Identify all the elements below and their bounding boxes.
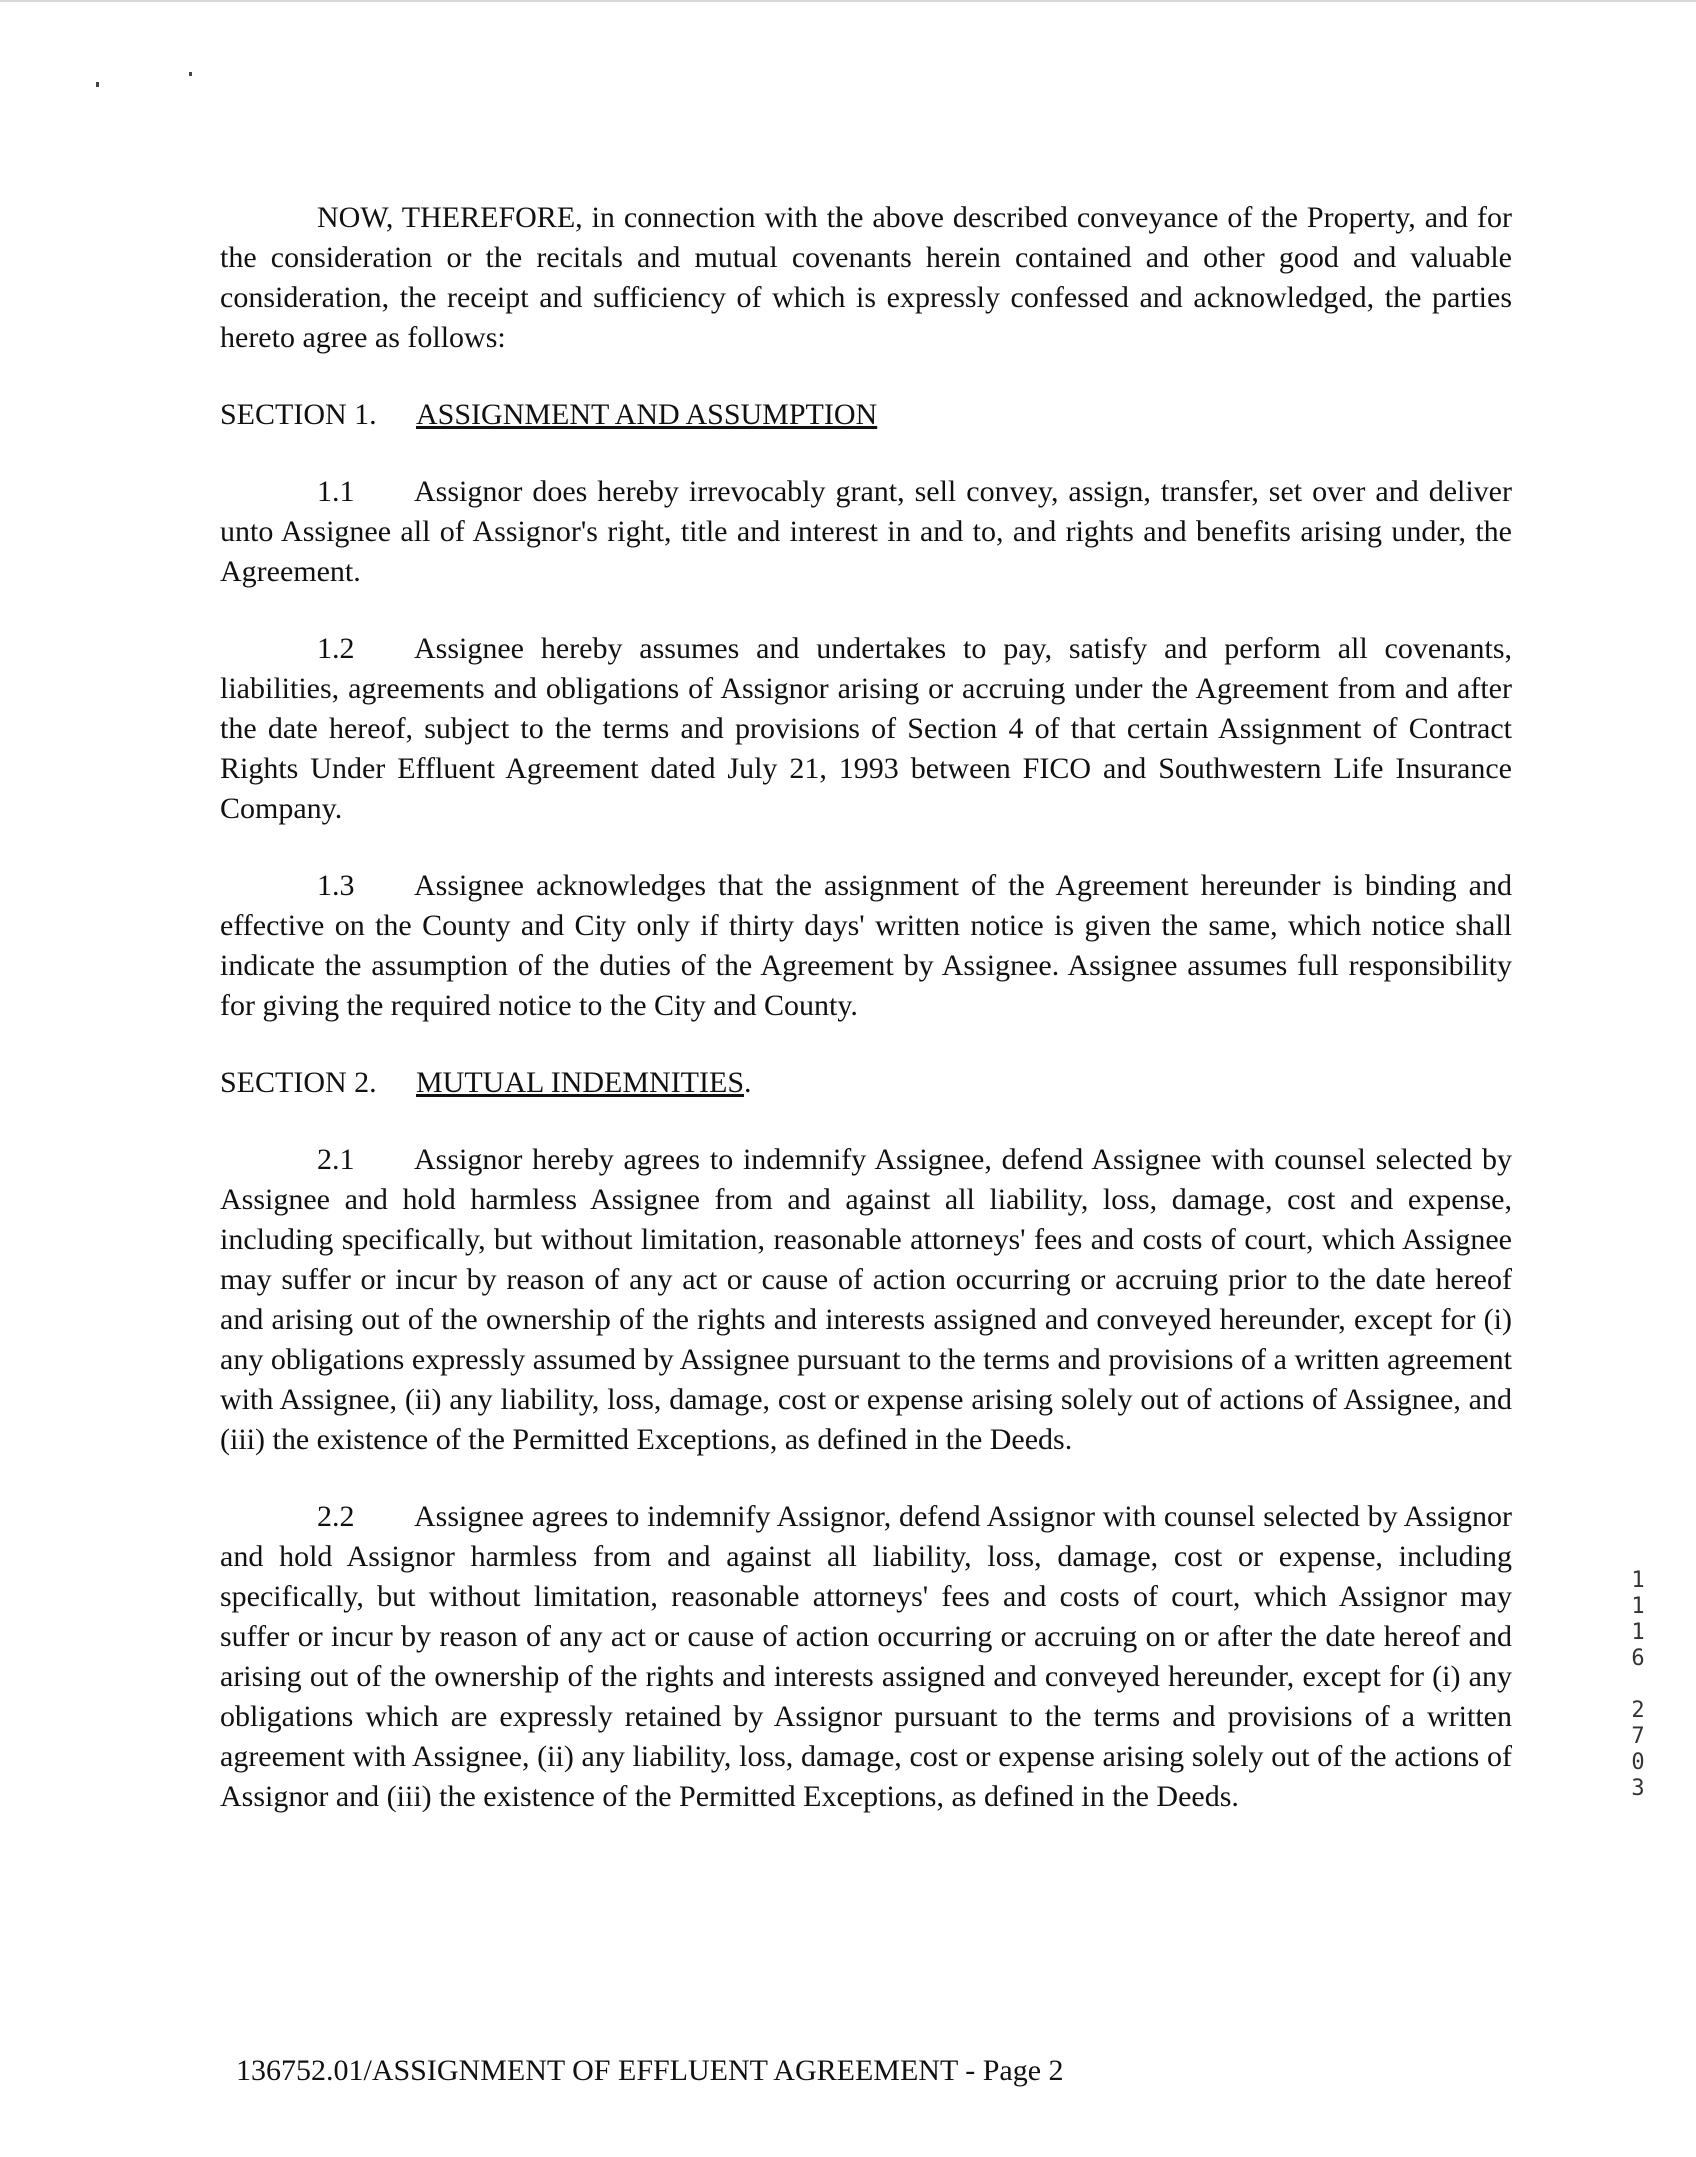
stamp-bottom-digits: 2703 bbox=[1631, 1698, 1645, 1801]
clause-2-1-number: 2.1 bbox=[317, 1143, 355, 1176]
stamp-gap bbox=[1626, 1672, 1650, 1698]
scan-speck bbox=[189, 72, 192, 76]
clause-1-2-text: Assignee hereby assumes and undertakes to pay, satisfy and perform all covenants, liabilities, agreements and obligations of Assignor arising or accruing under the Agreement from and after the date hereof, subject to the terms and provisions of Section 4 of that certain Assignment of Contract Rights Under Effluent Agreement dated July 21, 1993 between FICO and Southwestern Life Insurance Company. bbox=[220, 632, 1512, 825]
document-body bbox=[220, 198, 1512, 1854]
section-2-heading bbox=[220, 1063, 1512, 1103]
section-1-heading bbox=[220, 395, 1512, 435]
clause-1-2 bbox=[220, 629, 1512, 829]
section-2-title-period: . bbox=[744, 1066, 752, 1099]
clause-2-1-text: Assignor hereby agrees to indemnify Assignee, defend Assignee with counsel selected by Assignee and hold harmless Assignee from and against all liability, loss, damage, cost and expense, including specifically, but without limitation, reasonable attorneys' fees and costs of court, which Assignee may suffer or incur by reason of any act or cause of action occurring or accruing prior to the date hereof and arising out of the ownership of the rights and interests assigned and conveyed hereunder, except for (i) any obligations expressly assumed by Assignee pursuant to the terms and provisions of a written agreement with Assignee, (ii) any liability, loss, damage, cost or expense arising solely out of actions of Assignee, and (iii) the existence of the Permitted Exceptions, as defined in the Deeds. bbox=[220, 1143, 1512, 1456]
clause-1-1-text: Assignor does hereby irrevocably grant, sell convey, assign, transfer, set over and deliver unto Assignee all of Assignor's right, title and interest in and to, and rights and benefits arising under, the Agreement. bbox=[220, 475, 1512, 588]
intro-paragraph: NOW, THEREFORE, in connection with the above described conveyance of the Property, and for the consideration or the recitals and mutual covenants herein contained and other good and valuable consideration, the receipt and sufficiency of which is expressly confessed and acknowledged, the parties hereto agree as follows: bbox=[220, 201, 1512, 354]
recording-number-stamp bbox=[1626, 1568, 1650, 1802]
clause-1-3-number: 1.3 bbox=[317, 869, 355, 902]
clause-1-2-number: 1.2 bbox=[317, 632, 355, 665]
clause-1-3-text: Assignee acknowledges that the assignment of the Agreement hereunder is binding and effective on the County and City only if thirty days' written notice is given the same, which notice shall indicate the assumption of the duties of the Agreement by Assignee. Assignee assumes full responsibility for giving the required notice to the City and County. bbox=[220, 869, 1512, 1022]
clause-2-2-number: 2.2 bbox=[317, 1500, 355, 1533]
section-1-number: SECTION 1. bbox=[220, 398, 377, 431]
section-2-number: SECTION 2. bbox=[220, 1066, 377, 1099]
clause-1-3 bbox=[220, 866, 1512, 1026]
section-2-title: MUTUAL INDEMNITIES bbox=[416, 1066, 745, 1099]
clause-2-1 bbox=[220, 1140, 1512, 1460]
clause-2-2-text: Assignee agrees to indemnify Assignor, defend Assignor with counsel selected by Assignor and hold Assignor harmless from and against all liability, loss, damage, cost or expense, including specifically, but without limitation, reasonable attorneys' fees and costs of court, which Assignor may suffer or incur by reason of any act or cause of action occurring or accruing on or after the date hereof and arising out of the ownership of the rights and interests assigned and conveyed hereunder, except for (i) any obligations which are expressly retained by Assignor pursuant to the terms and provisions of a written agreement with Assignee, (ii) any liability, loss, damage, cost or expense arising solely out of the actions of Assignor and (iii) the existence of the Permitted Exceptions, as defined in the Deeds. bbox=[220, 1500, 1512, 1813]
clause-1-1-number: 1.1 bbox=[317, 475, 355, 508]
stamp-top-digits: 1116 bbox=[1631, 1568, 1645, 1671]
page-footer: 136752.01/ASSIGNMENT OF EFFLUENT AGREEMENT - Page 2 bbox=[236, 2054, 1064, 2087]
clause-2-2 bbox=[220, 1497, 1512, 1817]
scan-speck bbox=[96, 82, 99, 87]
clause-1-1 bbox=[220, 472, 1512, 592]
section-1-title: ASSIGNMENT AND ASSUMPTION bbox=[416, 398, 878, 431]
scan-top-edge bbox=[0, 0, 1696, 2]
